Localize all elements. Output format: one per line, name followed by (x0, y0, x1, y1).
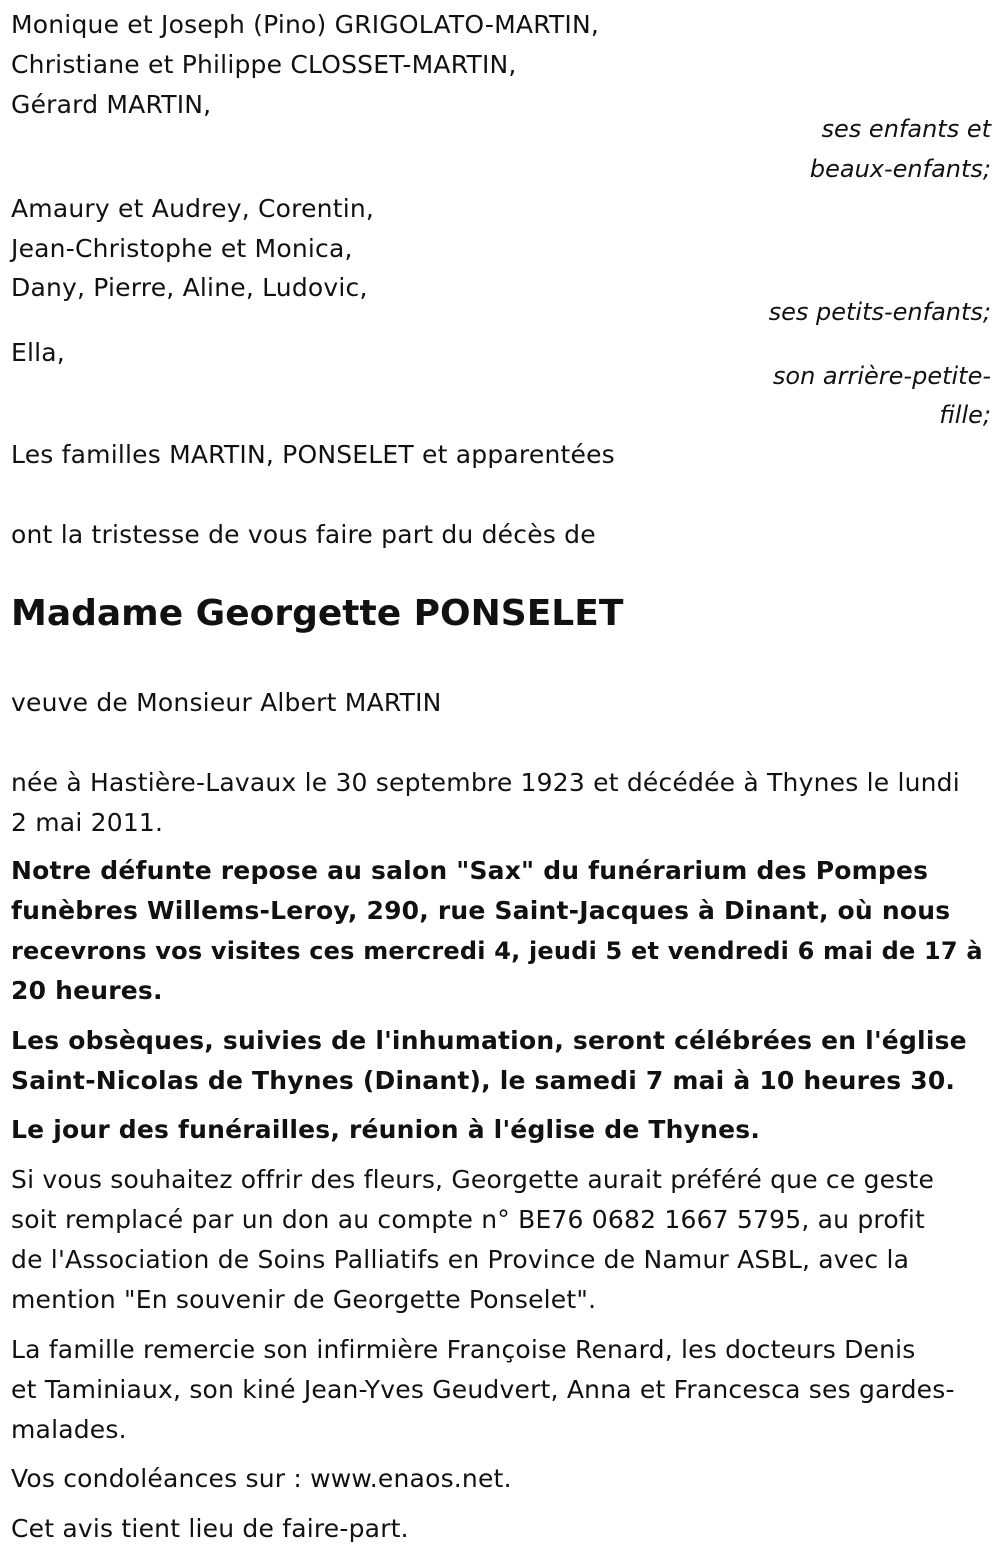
condolences-line: Vos condoléances sur : www.enaos.net. (11, 1464, 512, 1493)
repose-line-4: 20 heures. (11, 976, 163, 1005)
family-line-2: Christiane et Philippe CLOSSET-MARTIN, (11, 50, 517, 79)
funeral-line-1: Les obsèques, suivies de l'inhumation, seront célébrées en l'église (11, 1026, 967, 1055)
family-line-1: Monique et Joseph (Pino) GRIGOLATO-MARTIN, (11, 10, 600, 39)
flowers-line-2: soit remplacé par un don au compte n° BE76 0682 1667 5795, au profit (11, 1205, 926, 1234)
birth-death-line-2: 2 mai 2011. (11, 808, 164, 837)
meeting-line: Le jour des funérailles, réunion à l'église de Thynes. (11, 1115, 761, 1144)
family-line-3: Gérard MARTIN, (11, 90, 212, 119)
families-line: Les familles MARTIN, PONSELET et apparentées (11, 440, 615, 469)
deceased-name: Madame Georgette PONSELET (11, 593, 624, 634)
repose-line-1: Notre défunte repose au salon "Sax" du funérarium des Pompes (11, 856, 929, 885)
widow-of-line: veuve de Monsieur Albert MARTIN (11, 688, 442, 717)
label-children-1: ses enfants et (821, 115, 991, 143)
thanks-line-3: malades. (11, 1415, 127, 1444)
thanks-line-2: et Taminiaux, son kiné Jean-Yves Geudvert, Anna et Francesca ses gardes- (11, 1375, 955, 1404)
grandchildren-line-1: Amaury et Audrey, Corentin, (11, 194, 375, 223)
funeral-line-2: Saint-Nicolas de Thynes (Dinant), le samedi 7 mai à 10 heures 30. (11, 1066, 956, 1095)
birth-death-line-1: née à Hastière-Lavaux le 30 septembre 1923 et décédée à Thynes le lundi (11, 768, 960, 797)
flowers-line-3: de l'Association de Soins Palliatifs en Province de Namur ASBL, avec la (11, 1245, 910, 1274)
label-great-grandchild-1: son arrière-petite- (772, 362, 991, 390)
repose-line-2: funèbres Willems-Leroy, 290, rue Saint-Jacques à Dinant, où nous (11, 896, 951, 925)
flowers-line-1: Si vous souhaitez offrir des fleurs, Georgette aurait préféré que ce geste (11, 1165, 935, 1194)
thanks-line-1: La famille remercie son infirmière Françoise Renard, les docteurs Denis (11, 1335, 916, 1364)
flowers-line-4: mention "En souvenir de Georgette Ponselet". (11, 1285, 597, 1314)
closing-line: Cet avis tient lieu de faire-part. (11, 1514, 409, 1543)
grandchildren-line-3: Dany, Pierre, Aline, Ludovic, (11, 273, 368, 302)
announcement-line: ont la tristesse de vous faire part du décès de (11, 520, 596, 549)
label-children-2: beaux-enfants; (809, 155, 991, 183)
repose-line-3: recevrons vos visites ces mercredi 4, jeudi 5 et vendredi 6 mai de 17 à (11, 937, 983, 965)
label-grandchildren: ses petits-enfants; (768, 298, 991, 326)
grandchildren-line-2: Jean-Christophe et Monica, (11, 234, 353, 263)
label-great-grandchild-2: fille; (939, 401, 991, 429)
great-grandchild: Ella, (11, 338, 65, 367)
